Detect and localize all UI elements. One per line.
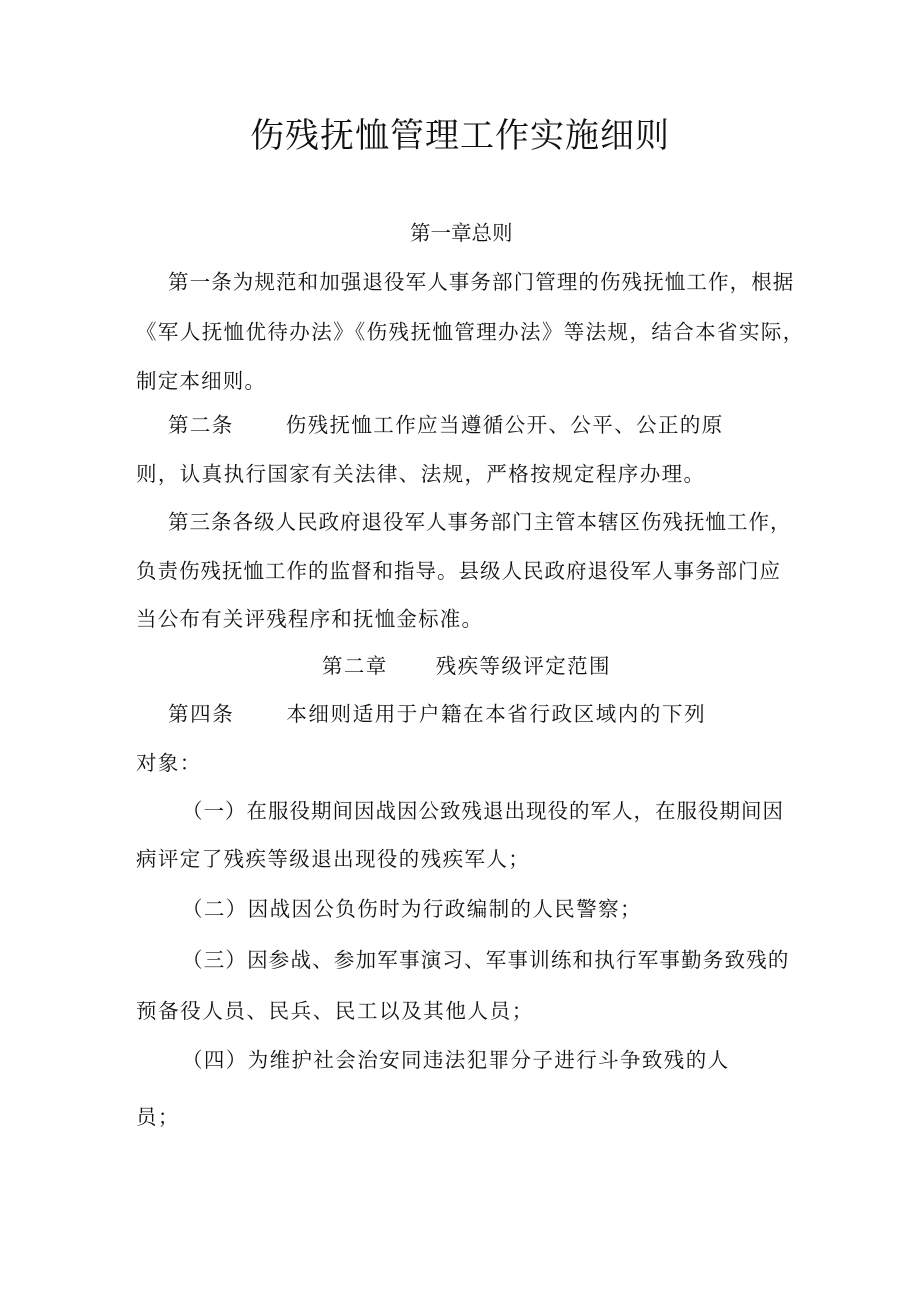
article-4-line-2: 对象：	[136, 751, 202, 775]
item-2: （二）因战因公负伤时为行政编制的人民警察；	[182, 897, 642, 921]
article-4-text: 本细则适用于户籍在本省行政区域内的下列	[286, 702, 707, 726]
chapter-2-heading	[322, 652, 611, 680]
article-3-line-3: 当公布有关评残程序和抚恤金标准。	[136, 607, 484, 631]
chapter-2-title: 残疾等级评定范围	[435, 654, 611, 678]
item-4-line-1: （四）为维护社会治安同违法犯罪分子进行斗争致残的人	[182, 1048, 730, 1072]
article-4-label: 第四条	[168, 702, 235, 726]
article-3-line-1: 第三条各级人民政府退役军人事务部门主管本辖区伤残抚恤工作，	[168, 510, 792, 534]
chapter-1-heading: 第一章总则	[410, 221, 513, 245]
item-1-line-2: 病评定了残疾等级退出现役的残疾军人；	[136, 847, 531, 871]
article-2-line-2: 则，认真执行国家有关法律、法规，严格按规定程序办理。	[136, 462, 706, 486]
item-3-line-1: （三）因参战、参加军事演习、军事训练和执行军事勤务致残的	[182, 948, 790, 972]
article-3-line-2: 负责伤残抚恤工作的监督和指导。县级人民政府退役军人事务部门应	[136, 559, 781, 583]
article-2-text: 伤残抚恤工作应当遵循公开、公平、公正的原	[285, 413, 724, 437]
document-title: 伤残抚恤管理工作实施细则	[250, 116, 670, 156]
article-1-line-2: 《军人抚恤优待办法》《伤残抚恤管理办法》等法规，结合本省实际，	[136, 320, 805, 344]
article-4-line-1	[168, 700, 706, 728]
item-4-line-2: 员；	[136, 1105, 180, 1129]
item-3-line-2: 预备役人员、民兵、民工以及其他人员；	[136, 999, 534, 1023]
chapter-2-label: 第二章	[322, 654, 388, 678]
article-2-label: 第二条	[168, 413, 234, 437]
item-1-line-1: （一）在服役期间因战因公致残退出现役的军人，在服役期间因	[182, 799, 784, 823]
article-2-line-1	[168, 411, 724, 439]
article-1-line-1: 第一条为规范和加强退役军人事务部门管理的伤残抚恤工作，根据	[168, 270, 795, 294]
article-1-line-3: 制定本细则。	[136, 369, 267, 393]
